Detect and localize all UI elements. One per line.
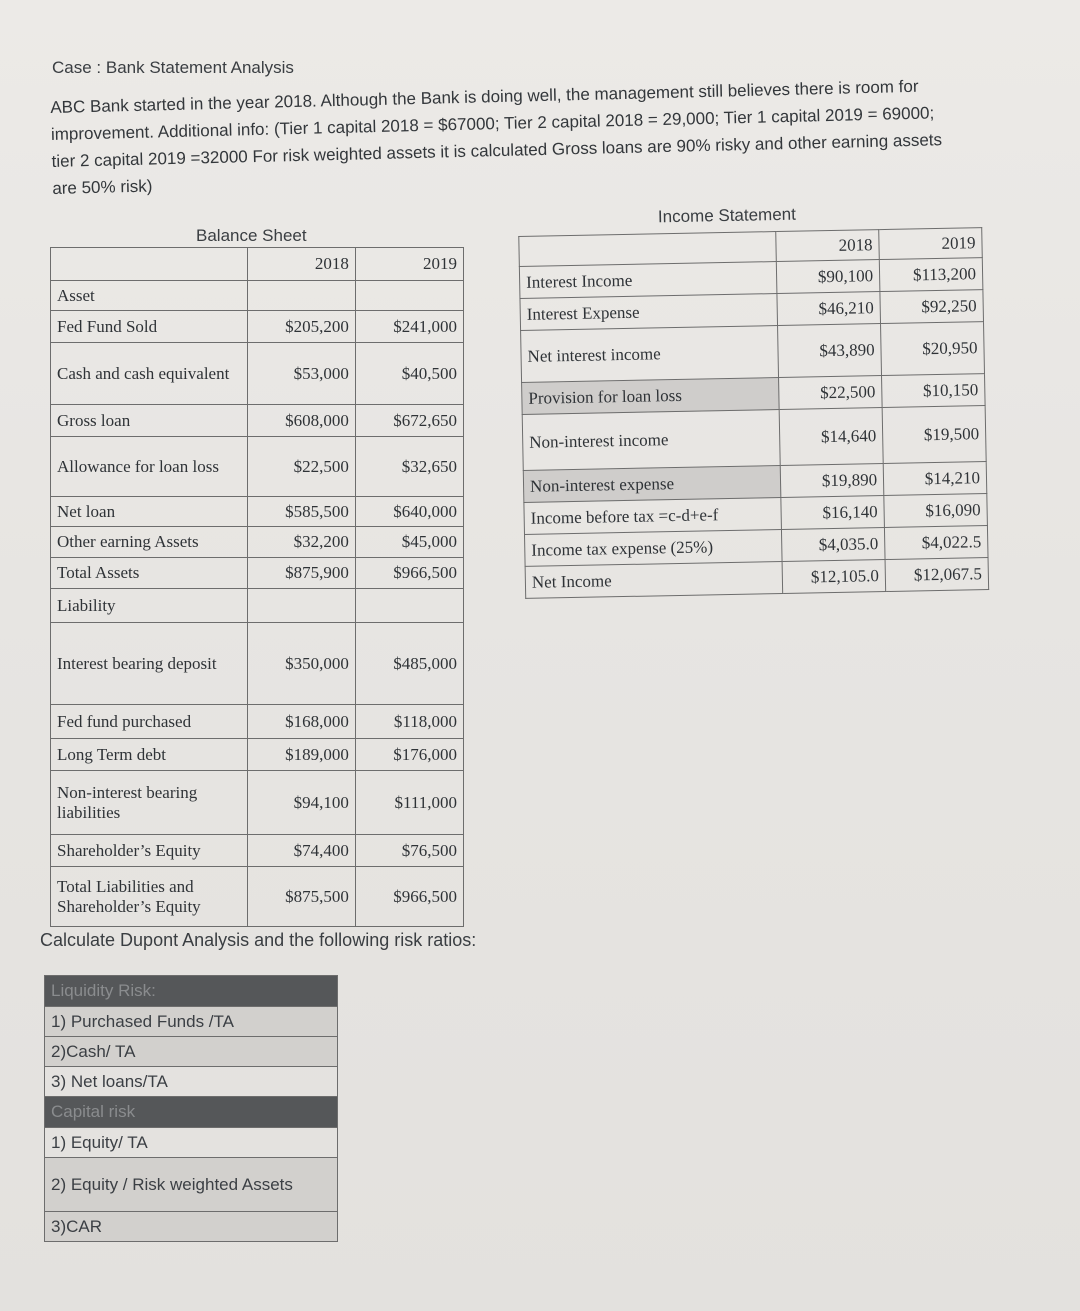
table-row [51, 343, 464, 405]
value-2019: $966,500 [355, 558, 463, 589]
row-label: Interest Expense [520, 294, 778, 331]
ratio-item: 2) Equity / Risk weighted Assets [45, 1158, 338, 1212]
row-label: Interest Income [519, 262, 777, 299]
value-2018: $14,640 [779, 408, 883, 466]
value-2018: $875,500 [247, 867, 355, 927]
table-row [522, 406, 986, 471]
value-2018: $22,500 [247, 437, 355, 497]
value-2018: $32,200 [247, 527, 355, 558]
value-2019: $4,022.5 [885, 526, 989, 560]
table-row [45, 1067, 338, 1097]
table-row [51, 497, 464, 527]
row-label: Total Liabilities and Shareholder’s Equity [51, 867, 248, 927]
value-2019: $32,650 [355, 437, 463, 497]
table-row [45, 1097, 338, 1128]
ratio-item: 1) Purchased Funds /TA [45, 1007, 338, 1037]
row-label: Non-interest income [522, 410, 780, 471]
income-statement-table [518, 227, 989, 599]
value-2018: $585,500 [247, 497, 355, 527]
value-2018: $19,890 [780, 464, 883, 498]
row-label: Total Assets [51, 558, 248, 589]
case-intro-paragraph: ABC Bank started in the year 2018. Although the Bank is doing well, the management still believes there is room for improvement. Additional info: (Tier 1 capital 2018 = $67000; Tier 2 capital 2018 = 29,000; Tier 1 capital 2019 = 69000; tier 2 capital 2019 =32000 For risk weighted assets it is calculated Gross loans are 90% risky and other earning assets are 50% risk) [50, 76, 943, 198]
value-2019 [355, 589, 463, 623]
table-row [51, 867, 464, 927]
row-label: Provision for loan loss [522, 378, 780, 415]
row-label: Interest bearing deposit [51, 623, 248, 705]
value-2019: $12,067.5 [885, 558, 989, 592]
value-2019: $176,000 [355, 739, 463, 771]
row-label: Cash and cash equivalent [51, 343, 248, 405]
table-row [51, 248, 464, 281]
value-2019: $16,090 [884, 494, 988, 528]
row-label: Non-interest expense [523, 466, 781, 503]
value-2019: $118,000 [355, 705, 463, 739]
value-2018: $205,200 [247, 311, 355, 343]
value-2019: $672,650 [355, 405, 463, 437]
value-2019: $19,500 [882, 406, 986, 464]
table-cell [51, 248, 248, 281]
year-header: 2019 [879, 228, 982, 260]
value-2019: $111,000 [355, 771, 463, 835]
row-label: Liability [51, 589, 248, 623]
value-2019: $14,210 [883, 462, 987, 496]
value-2019: $640,000 [355, 497, 463, 527]
row-label: Gross loan [51, 405, 248, 437]
value-2018: $12,105.0 [782, 560, 885, 594]
row-label: Asset [51, 281, 248, 311]
value-2018: $168,000 [247, 705, 355, 739]
table-row [51, 589, 464, 623]
row-label: Income tax expense (25%) [524, 529, 782, 566]
table-row [51, 281, 464, 311]
value-2018: $43,890 [778, 324, 882, 378]
value-2018 [247, 589, 355, 623]
case-title: Case : Bank Statement Analysis [52, 58, 294, 77]
table-row [51, 705, 464, 739]
balance-sheet-title: Balance Sheet [196, 226, 307, 245]
value-2019: $10,150 [882, 374, 986, 408]
value-2018 [247, 281, 355, 311]
table-cell [519, 232, 777, 267]
row-label: Net loan [51, 497, 248, 527]
ratio-item: 1) Equity/ TA [45, 1128, 338, 1158]
ratio-item: 3)CAR [45, 1212, 338, 1242]
value-2019: $45,000 [355, 527, 463, 558]
value-2019: $92,250 [880, 290, 984, 324]
value-2019: $40,500 [355, 343, 463, 405]
income-statement-title: Income Statement [657, 204, 797, 227]
value-2018: $608,000 [247, 405, 355, 437]
value-2019: $20,950 [881, 322, 985, 376]
ratio-item: 3) Net loans/TA [45, 1067, 338, 1097]
value-2018: $875,900 [247, 558, 355, 589]
value-2019: $241,000 [355, 311, 463, 343]
value-2019: $485,000 [355, 623, 463, 705]
value-2018: $350,000 [247, 623, 355, 705]
row-label: Long Term debt [51, 739, 248, 771]
row-label: Net Income [525, 561, 783, 598]
value-2018: $90,100 [776, 260, 879, 294]
value-2018: $46,210 [777, 292, 880, 326]
value-2019: $76,500 [355, 835, 463, 867]
value-2019: $966,500 [355, 867, 463, 927]
row-label: Allowance for loan loss [51, 437, 248, 497]
table-row [45, 976, 338, 1007]
value-2018: $189,000 [247, 739, 355, 771]
liquidity-risk-header: Liquidity Risk: [45, 976, 338, 1007]
table-row [521, 322, 985, 383]
table-row [51, 527, 464, 558]
balance-sheet-table [50, 247, 464, 927]
table-row [51, 311, 464, 343]
value-2019 [355, 281, 463, 311]
year-header: 2018 [247, 248, 355, 281]
table-row [51, 558, 464, 589]
table-row [45, 1212, 338, 1242]
table-row [51, 771, 464, 835]
value-2019: $113,200 [879, 258, 983, 292]
row-label: Fed Fund Sold [51, 311, 248, 343]
row-label: Income before tax =c-d+e-f [524, 498, 782, 535]
value-2018: $74,400 [247, 835, 355, 867]
table-row [45, 1037, 338, 1067]
row-label: Net interest income [521, 326, 779, 383]
value-2018: $94,100 [247, 771, 355, 835]
table-row [51, 623, 464, 705]
value-2018: $22,500 [779, 376, 882, 410]
row-label: Shareholder’s Equity [51, 835, 248, 867]
table-row [51, 405, 464, 437]
value-2018: $16,140 [781, 496, 884, 530]
table-row [51, 437, 464, 497]
value-2018: $4,035.0 [782, 528, 885, 562]
year-header: 2019 [355, 248, 463, 281]
table-row [51, 739, 464, 771]
risk-ratios-table [44, 975, 338, 1242]
value-2018: $53,000 [247, 343, 355, 405]
row-label: Non-interest bearing liabilities [51, 771, 248, 835]
instruction-text: Calculate Dupont Analysis and the following risk ratios: [40, 930, 477, 950]
ratio-item: 2)Cash/ TA [45, 1037, 338, 1067]
row-label: Fed fund purchased [51, 705, 248, 739]
table-row [45, 1158, 338, 1212]
table-row [51, 835, 464, 867]
table-row [45, 1007, 338, 1037]
table-row [45, 1128, 338, 1158]
capital-risk-header: Capital risk [45, 1097, 338, 1128]
row-label: Other earning Assets [51, 527, 248, 558]
year-header: 2018 [776, 230, 879, 262]
income-statement-block [518, 204, 989, 599]
